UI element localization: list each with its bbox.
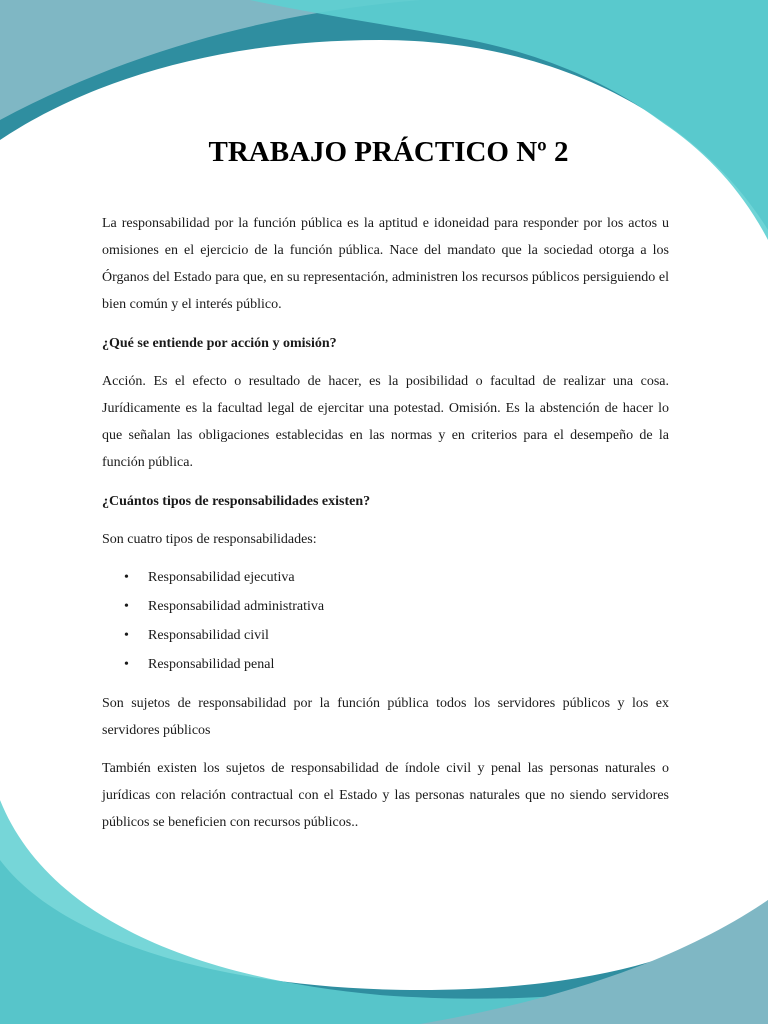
answer-types-intro: Son cuatro tipos de responsabilidades: <box>102 532 317 547</box>
bullet-icon: • <box>124 570 129 585</box>
responsibility-types-list <box>102 563 669 679</box>
answer-action-omission: Acción. Es el efecto o resultado de hacer, es la posibilidad o facultad de realizar una cosa. Jurídicamente es la facultad legal de ejercitar una potestad. Omisión. Es la abstención de hacer lo que señalan las obligaciones establecidas en las normas y en criterios para el desempeño de la función pública. <box>102 374 669 470</box>
additional-subjects-paragraph: También existen los sujetos de responsabilidad de índole civil y penal las personas naturales o jurídicas con relación contractual con el Estado y las personas naturales que no siendo servidores públicos se beneficien con recursos públicos.. <box>102 761 669 830</box>
list-item: • Responsabilidad ejecutiva <box>148 563 669 592</box>
intro-paragraph: La responsabilidad por la función pública es la aptitud e idoneidad para responder por los actos u omisiones en el ejercicio de la función pública. Nace del mandato que la sociedad otorga a los Órganos del Estado para que, en su representación, administren los recursos públicos persiguiendo el bien común y el interés público. <box>102 216 669 312</box>
list-item: • Responsabilidad civil <box>148 621 669 650</box>
question-responsibility-types: ¿Cuántos tipos de responsabilidades existen? <box>102 494 371 509</box>
list-item: • Responsabilidad administrativa <box>148 592 669 621</box>
list-item: • Responsabilidad penal <box>148 650 669 679</box>
subjects-paragraph: Son sujetos de responsabilidad por la función pública todos los servidores públicos y los ex servidores públicos <box>102 696 669 738</box>
bullet-icon: • <box>124 657 129 672</box>
bullet-icon: • <box>124 628 129 643</box>
document-body <box>102 130 669 836</box>
page-title: TRABAJO PRÁCTICO Nº 2 <box>208 136 569 168</box>
bullet-icon: • <box>124 599 129 614</box>
question-action-omission: ¿Qué se entiende por acción y omisión? <box>102 336 337 351</box>
